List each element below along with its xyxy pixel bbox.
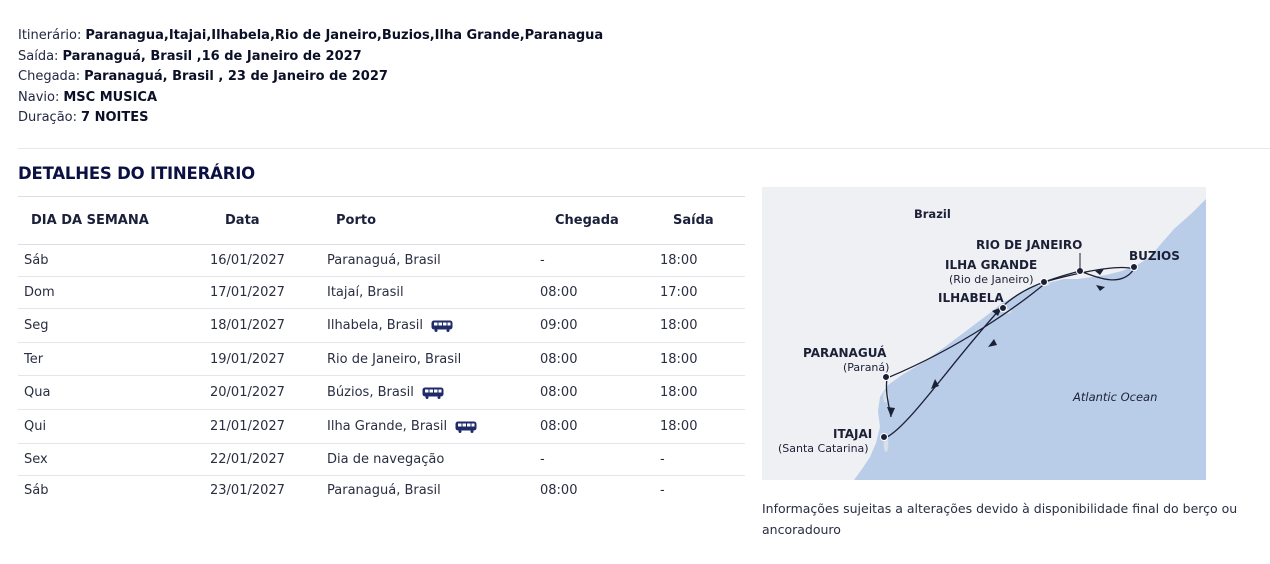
cell-departure-text: 18:00 bbox=[660, 385, 698, 400]
cell-arrival bbox=[540, 245, 660, 277]
itinerary-row bbox=[18, 26, 603, 47]
cell-date-text: 19/01/2027 bbox=[210, 351, 285, 367]
cell-port bbox=[327, 376, 540, 410]
port-label-ilhabela: ILHABELA bbox=[938, 291, 1004, 305]
cell-date-text: 21/01/2027 bbox=[210, 419, 285, 434]
cell-departure bbox=[660, 476, 745, 506]
cell-date-text: 23/01/2027 bbox=[210, 483, 285, 499]
availability-note: Informações sujeitas a alterações devido à disponibilidade final do berço ou ancoradouro bbox=[762, 501, 1238, 537]
summary-divider bbox=[18, 148, 1270, 149]
cell-port bbox=[327, 309, 540, 343]
table-row bbox=[18, 309, 745, 343]
departure-row bbox=[18, 47, 603, 68]
cell-port-text: Búzios, Brasil bbox=[327, 385, 414, 400]
cell-weekday-text: Qui bbox=[24, 419, 47, 434]
cell-weekday bbox=[18, 343, 210, 376]
port-label-ilhagrande: ILHA GRANDE bbox=[945, 258, 1038, 272]
cell-weekday bbox=[18, 277, 210, 309]
ship-value: MSC MUSICA bbox=[63, 89, 158, 105]
cell-date bbox=[210, 410, 327, 444]
cell-departure-text: 18:00 bbox=[660, 253, 698, 268]
itinerary-body bbox=[18, 245, 745, 506]
port-label-itajai: ITAJAI bbox=[833, 427, 873, 441]
cell-arrival-text: 08:00 bbox=[540, 385, 578, 400]
port-label-paranagua: PARANAGUÁ bbox=[803, 346, 887, 360]
header-date: Data bbox=[210, 197, 327, 245]
itinerary-table bbox=[18, 197, 745, 506]
ocean-label: Atlantic Ocean bbox=[1073, 390, 1158, 404]
cell-weekday-text: Dom bbox=[24, 285, 55, 300]
cell-weekday bbox=[18, 410, 210, 444]
cell-arrival-text: 09:00 bbox=[540, 318, 578, 333]
cell-port-text: Paranaguá, Brasil bbox=[327, 253, 441, 268]
port-marker-paranagua bbox=[883, 374, 890, 381]
cell-weekday bbox=[18, 444, 210, 476]
cell-port-text: Rio de Janeiro, Brasil bbox=[327, 351, 462, 367]
cell-arrival bbox=[540, 444, 660, 476]
transfer-bus-icon bbox=[431, 320, 453, 332]
cell-weekday-text: Ter bbox=[24, 351, 44, 367]
cell-departure-text: 18:00 bbox=[660, 351, 698, 367]
duration-label: Duração: bbox=[18, 110, 78, 125]
cell-weekday-text: Sáb bbox=[24, 483, 49, 499]
cell-date-text: 16/01/2027 bbox=[210, 253, 285, 268]
cell-date bbox=[210, 343, 327, 376]
cell-departure bbox=[660, 245, 745, 277]
port-marker-ilhabela bbox=[1000, 305, 1007, 312]
cell-date bbox=[210, 444, 327, 476]
table-row bbox=[18, 277, 745, 309]
cell-arrival bbox=[540, 476, 660, 506]
port-marker-ilhagrande bbox=[1041, 279, 1048, 286]
cell-arrival bbox=[540, 343, 660, 376]
cell-arrival bbox=[540, 309, 660, 343]
cell-weekday bbox=[18, 309, 210, 343]
cell-port-text: Ilhabela, Brasil bbox=[327, 318, 423, 333]
cell-port-text: Ilha Grande, Brasil bbox=[327, 419, 448, 434]
table-row bbox=[18, 245, 745, 277]
cell-departure bbox=[660, 309, 745, 343]
cell-weekday-text: Seg bbox=[24, 318, 49, 333]
country-label: Brazil bbox=[914, 207, 951, 221]
arrival-value: Paranaguá, Brasil , 23 de Janeiro de 2027 bbox=[84, 69, 388, 84]
table-row bbox=[18, 410, 745, 444]
cell-port-text: Paranaguá, Brasil bbox=[327, 483, 441, 499]
cell-port bbox=[327, 410, 540, 444]
cell-departure-text: - bbox=[660, 452, 665, 467]
arrival-label: Chegada: bbox=[18, 69, 81, 84]
cell-weekday bbox=[18, 476, 210, 506]
header-departure: Saída bbox=[660, 197, 745, 245]
cell-date bbox=[210, 309, 327, 343]
cell-weekday bbox=[18, 245, 210, 277]
cell-departure bbox=[660, 277, 745, 309]
route-map bbox=[762, 187, 1206, 480]
cell-departure bbox=[660, 343, 745, 376]
port-sublabel-ilhagrande: (Rio de Janeiro) bbox=[949, 273, 1034, 286]
cell-arrival-text: 08:00 bbox=[540, 483, 578, 499]
ship-label: Navio: bbox=[18, 89, 60, 105]
transfer-bus-icon bbox=[455, 421, 477, 433]
table-header-row bbox=[18, 197, 745, 245]
departure-value: Paranaguá, Brasil ,16 de Janeiro de 2027 bbox=[62, 48, 362, 64]
route-map-svg bbox=[762, 187, 1206, 480]
itinerary-label: Itinerário: bbox=[18, 28, 82, 43]
cell-arrival-text: 08:00 bbox=[540, 419, 578, 434]
table-row bbox=[18, 444, 745, 476]
cell-port bbox=[327, 277, 540, 309]
cell-date-text: 18/01/2027 bbox=[210, 318, 285, 333]
cell-weekday-text: Qua bbox=[24, 385, 51, 400]
cell-port bbox=[327, 476, 540, 506]
header-weekday: DIA DA SEMANA bbox=[18, 197, 210, 245]
cell-date-text: 22/01/2027 bbox=[210, 452, 285, 467]
port-sublabel-paranagua: (Paraná) bbox=[843, 361, 890, 374]
duration-value: 7 NOITES bbox=[81, 110, 149, 125]
cell-port bbox=[327, 245, 540, 277]
header-port: Porto bbox=[327, 197, 540, 245]
cell-date bbox=[210, 376, 327, 410]
cell-date bbox=[210, 245, 327, 277]
cell-departure bbox=[660, 444, 745, 476]
cell-departure-text: 18:00 bbox=[660, 419, 698, 434]
cell-port-text: Itajaí, Brasil bbox=[327, 285, 404, 300]
port-marker-buzios bbox=[1131, 264, 1138, 271]
transfer-bus-icon bbox=[422, 387, 444, 399]
cell-arrival-text: - bbox=[540, 452, 545, 467]
duration-row bbox=[18, 108, 603, 129]
cell-departure-text: - bbox=[660, 483, 665, 499]
cell-port-text: Dia de navegação bbox=[327, 452, 445, 467]
port-marker-itajai bbox=[881, 434, 888, 441]
cell-date bbox=[210, 277, 327, 309]
cruise-summary bbox=[18, 26, 603, 129]
cell-date-text: 17/01/2027 bbox=[210, 285, 285, 300]
port-sublabel-itajai: (Santa Catarina) bbox=[778, 442, 869, 455]
port-label-rio: RIO DE JANEIRO bbox=[976, 238, 1083, 252]
cell-departure-text: 17:00 bbox=[660, 285, 698, 300]
cell-weekday-text: Sex bbox=[24, 452, 48, 467]
departure-label: Saída: bbox=[18, 48, 59, 64]
cell-weekday bbox=[18, 376, 210, 410]
cell-arrival bbox=[540, 277, 660, 309]
port-label-buzios: BUZIOS bbox=[1129, 249, 1180, 263]
cell-date-text: 20/01/2027 bbox=[210, 385, 285, 400]
cell-departure bbox=[660, 376, 745, 410]
cell-port bbox=[327, 444, 540, 476]
itinerary-details-title: DETALHES DO ITINERÁRIO bbox=[18, 164, 255, 183]
itinerary-value: Paranagua,Itajai,Ilhabela,Rio de Janeiro,Buzios,Ilha Grande,Paranagua bbox=[85, 28, 604, 43]
cell-arrival bbox=[540, 410, 660, 444]
cell-arrival-text: - bbox=[540, 253, 545, 268]
cell-arrival-text: 08:00 bbox=[540, 351, 578, 367]
cell-weekday-text: Sáb bbox=[24, 253, 49, 268]
cell-arrival bbox=[540, 376, 660, 410]
table-row bbox=[18, 343, 745, 376]
ship-row bbox=[18, 88, 603, 109]
cell-departure bbox=[660, 410, 745, 444]
table-row bbox=[18, 376, 745, 410]
cell-departure-text: 18:00 bbox=[660, 318, 698, 333]
cell-port bbox=[327, 343, 540, 376]
header-arrival: Chegada bbox=[540, 197, 660, 245]
arrival-row bbox=[18, 67, 603, 88]
table-row bbox=[18, 476, 745, 506]
cell-arrival-text: 08:00 bbox=[540, 285, 578, 300]
cell-date bbox=[210, 476, 327, 506]
